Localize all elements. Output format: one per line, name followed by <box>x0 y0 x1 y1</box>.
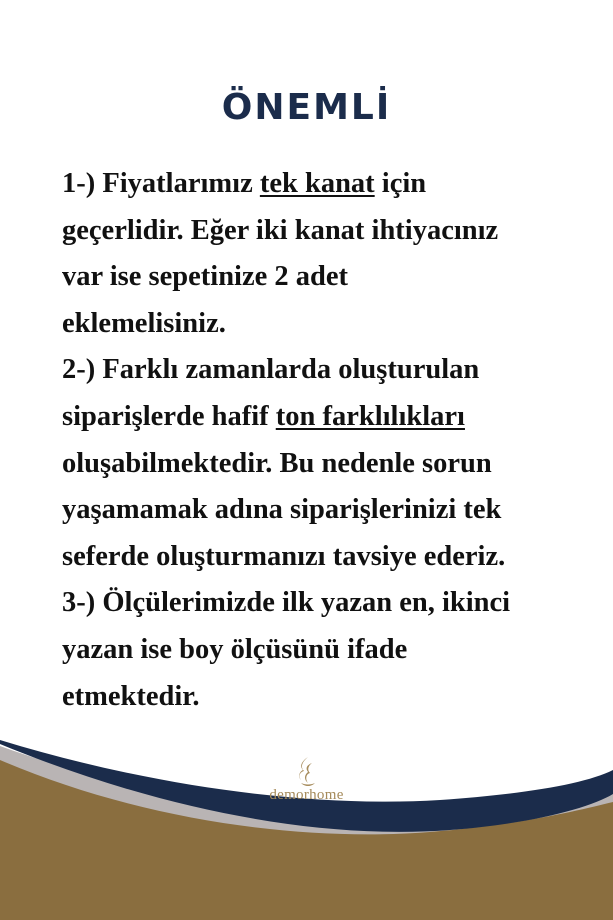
page-title: ÖNEMLİ <box>221 87 392 128</box>
notice-line: 3-) Ölçülerimizde ilk yazan en, ikinci <box>62 587 511 619</box>
notice-line: 2-) Farklı zamanlarda oluşturulan <box>62 354 480 386</box>
brand-name: demorhome <box>269 787 344 803</box>
notice-line: yaşamamak adına siparişlerinizi tek <box>62 494 502 526</box>
notice-line: seferde oluşturmanızı tavsiye ederiz. <box>62 540 506 572</box>
underlined-phrase: ton farklılıkları <box>275 400 465 432</box>
underlined-phrase: tek kanat <box>259 168 375 199</box>
notice-line: etmektedir. <box>62 680 200 712</box>
notice-line <box>62 161 582 208</box>
text-segment: 1-) Fiyatlarımız <box>62 168 260 199</box>
notice-line: geçerlidir. Eğer iki kanat ihtiyacınız <box>62 214 499 246</box>
brand-logo <box>0 755 613 804</box>
notice-body <box>62 161 582 720</box>
text-segment: için <box>374 168 427 199</box>
notice-line: var ise sepetinize 2 adet <box>62 261 349 293</box>
notice-line: eklemelisiniz. <box>62 307 226 339</box>
flame-swirl-icon <box>295 755 319 789</box>
notice-line: yazan ise boy ölçüsünü ifade <box>62 633 408 665</box>
notice-line: oluşabilmektedir. Bu nedenle sorun <box>62 447 492 479</box>
notice-line <box>62 394 582 441</box>
text-segment: siparişlerde hafif <box>62 400 276 432</box>
